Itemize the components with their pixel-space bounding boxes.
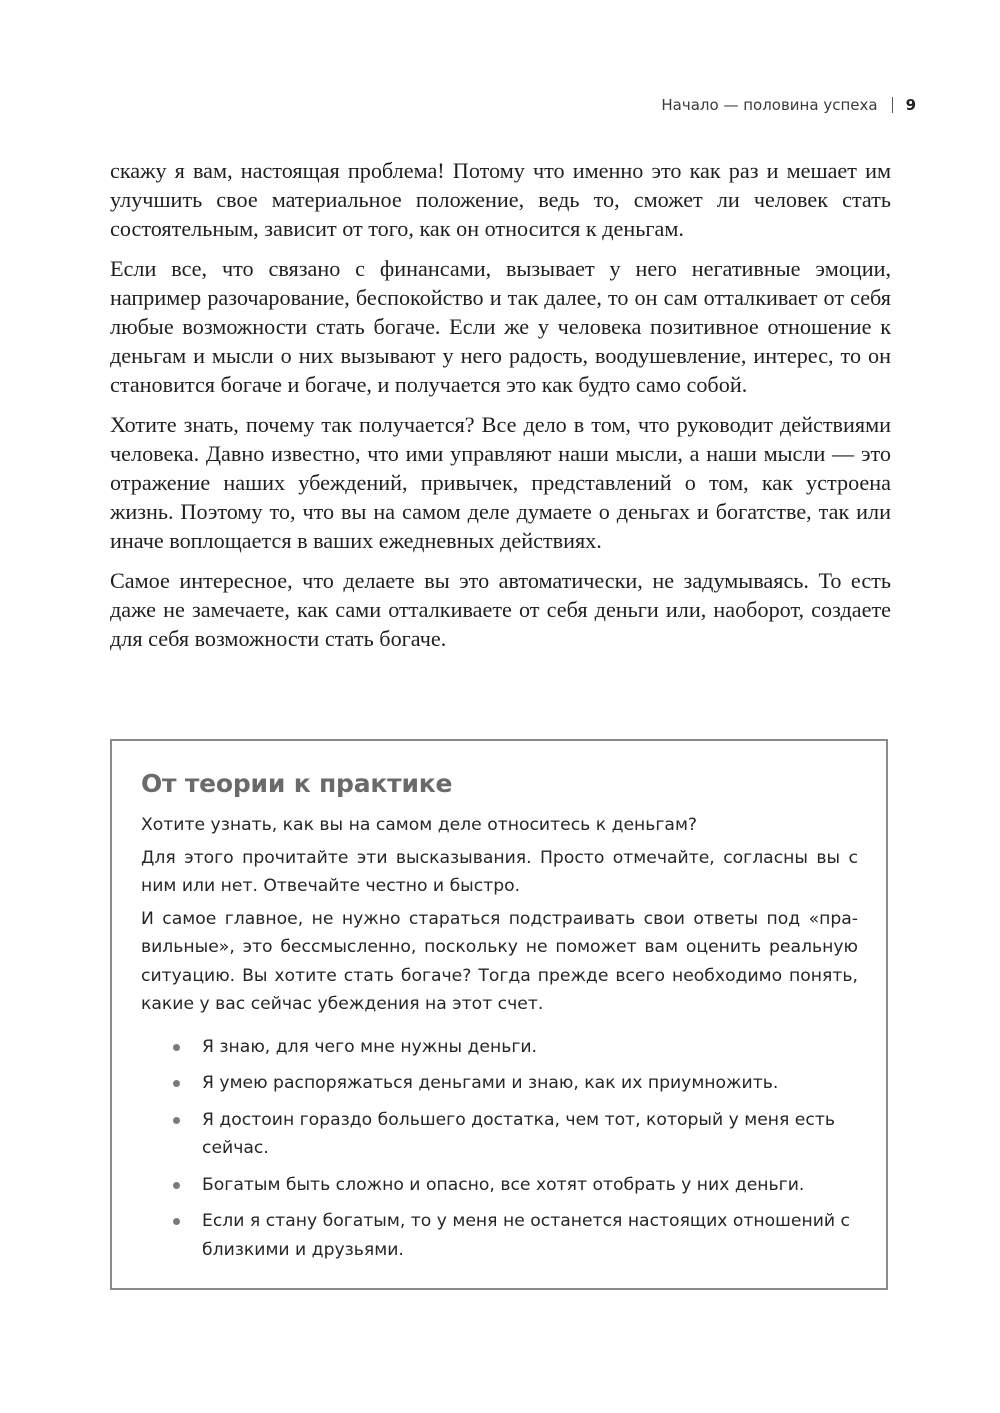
statement-text: Я умею распоряжаться деньгами и знаю, как их приумножить.	[202, 1073, 779, 1093]
statement-item	[171, 1207, 858, 1264]
bullet-icon	[173, 1117, 180, 1124]
header-divider	[892, 97, 893, 113]
statement-text: Богатым быть сложно и опасно, все хотят отобрать у них деньги.	[202, 1174, 805, 1195]
statement-text: Я достоин гораздо большего достатка, чем тот, который у меня есть сейчас.	[202, 1109, 835, 1158]
bullet-icon	[173, 1218, 180, 1225]
main-text	[110, 156, 891, 664]
practice-title: От теории к практике	[141, 769, 453, 798]
statement-text: Я знаю, для чего мне нужны деньги.	[202, 1036, 538, 1057]
practice-box	[110, 739, 888, 1290]
practice-paragraph: И самое главное, не нужно стараться подстраивать свои ответы под «правильные», это бессмысленно, поскольку не поможет вам оценить реальную ситуацию. Вы хотите стать богаче? Тогда прежде всего необходимо понять, какие у вас сейчас убеждения на этот счет.	[141, 908, 858, 1014]
paragraph: скажу я вам, настоящая проблема! Потому что именно это как раз и мешает им улучшить свое материальное положение, ведь то, сможет ли человек стать состоятельным, зависит от того, как он относится к деньгам.	[110, 158, 891, 241]
paragraph: Хотите знать, почему так получается? Все дело в том, что руководит действиями человека. Давно известно, что ими управляют наши мысли, а наши мысли — это отражение наших убеждений, привычек, представлений о том, как устроена жизнь. Поэтому то, что вы на самом деле думаете о деньгах и богатстве, так или иначе воплощается в ваших ежедневных действиях.	[110, 412, 891, 553]
page-number: 9	[905, 96, 916, 114]
bullet-icon	[173, 1080, 180, 1087]
statement-text: Если я стану богатым, то у меня не останется настоящих отношений с близкими и друзьями.	[202, 1211, 850, 1260]
paragraph: Если все, что связано с финансами, вызывает у него негативные эмоции, например разочарование, беспокойство и так далее, то он сам отталкивает от себя любые возможности стать богаче. Если же у человека позитивное отношение к деньгам и мысли о них вызывают у него радость, воодушевление, интерес, то он становится богаче и богаче, и получается это как будто само собой.	[110, 256, 891, 397]
statement-item	[171, 1106, 858, 1163]
practice-paragraph: Для этого прочитайте эти высказывания. Просто отмечайте, согласны вы с ним или нет. Отвечайте честно и быстро.	[141, 847, 858, 896]
section-title: Начало — половина успеха	[661, 96, 878, 114]
statement-item	[171, 1171, 858, 1200]
practice-paragraph: Хотите узнать, как вы на самом деле относитесь к деньгам?	[141, 815, 698, 835]
statement-item	[171, 1033, 858, 1062]
paragraph: Самое интересное, что делаете вы это автоматически, не задумываясь. То есть даже не замечаете, как сами отталкиваете от себя деньги или, наоборот, создаете для себя возможности стать богаче.	[110, 568, 891, 651]
bullet-icon	[173, 1044, 180, 1051]
running-header	[661, 96, 916, 114]
statement-item	[171, 1069, 858, 1098]
statement-list	[141, 1033, 858, 1265]
bullet-icon	[173, 1182, 180, 1189]
